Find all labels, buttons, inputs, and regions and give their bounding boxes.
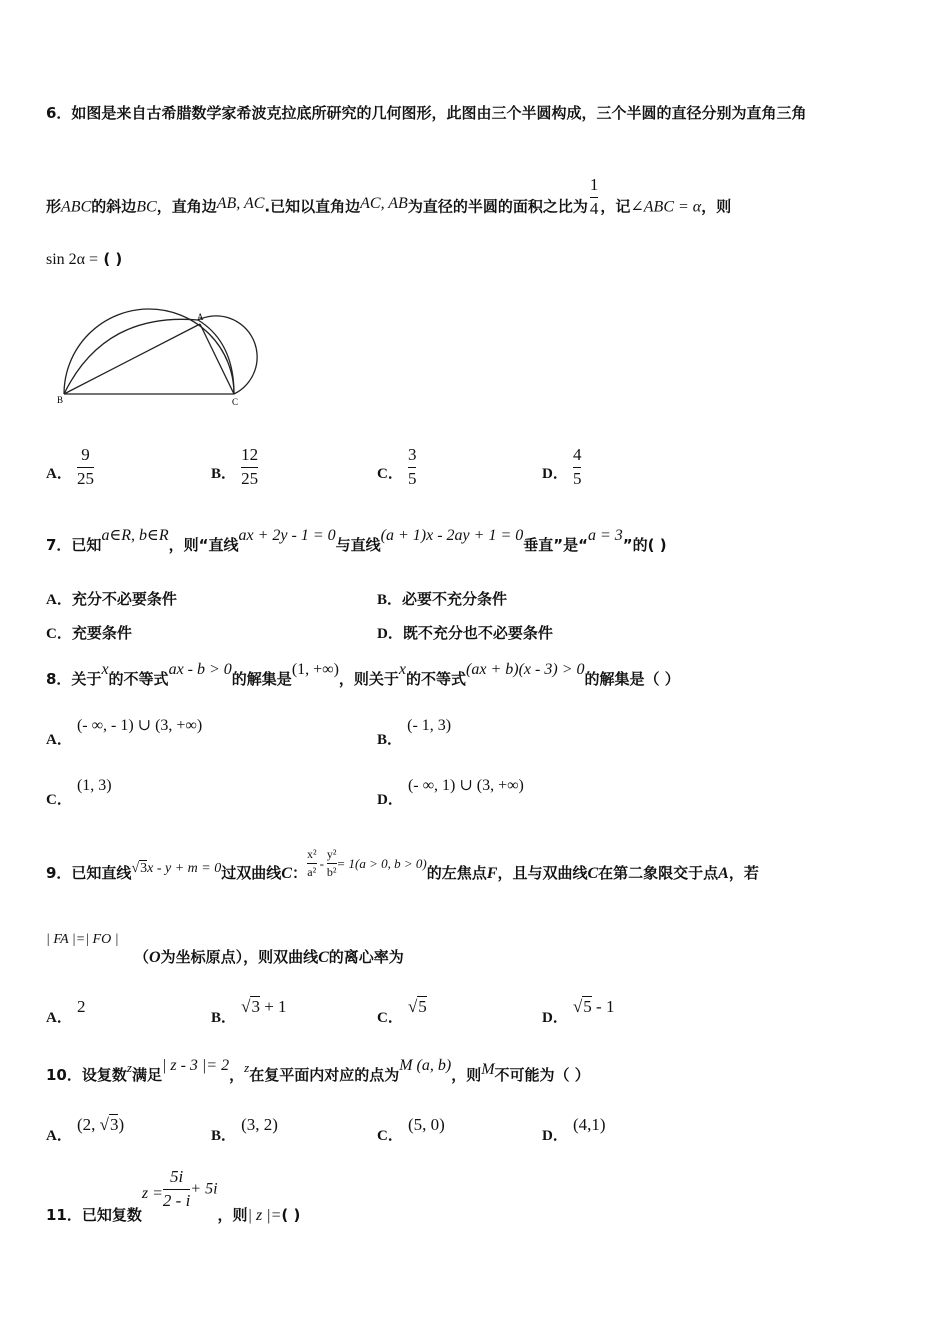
- semicircle-ab: [64, 319, 234, 394]
- q8-option-b[interactable]: B． (- 1, 3): [377, 717, 452, 748]
- q9-option-d[interactable]: D． √5 - 1: [542, 997, 615, 1026]
- q9-option-a[interactable]: A． 2: [46, 997, 86, 1026]
- q6-options: [46, 446, 906, 496]
- q11-stem: 11．已知复数z = $\frac{5i}{2 - i}$ + 5i，则| z |=( ): [46, 1167, 301, 1224]
- q8-option-d[interactable]: D． (- ∞, 1) ∪ (3, +∞): [377, 777, 524, 808]
- q8-option-a[interactable]: A． (- ∞, - 1) ∪ (3, +∞): [46, 717, 203, 748]
- q8-stem: 8．关于x的不等式ax - b > 0的解集是(1, +∞)，则关于x的不等式(ax + b)(x - 3) > 0的解集是（ ）: [46, 661, 680, 688]
- q7-option-d[interactable]: D．既不充分也不必要条件: [377, 624, 553, 642]
- q9-stem: 9．已知直线√3x - y + m = 0过双曲线C： $\frac{\text{x²}}{\text{a²}}$ - $\frac{\text{y²}}{\text{b²}}$ = 1(a > 0, b > 0)的左焦点F，且与双曲线C在第二象限交于点A，若: [46, 847, 759, 883]
- q9-option-c[interactable]: C． √5: [377, 997, 427, 1026]
- q8-option-c[interactable]: C． (1, 3): [46, 777, 112, 808]
- q9-condition: | FA |=| FO |: [46, 932, 119, 947]
- q6-option-c[interactable]: C． $\frac{3}{5}$: [377, 445, 417, 488]
- q6-option-d[interactable]: D． $\frac{4}{5}$: [542, 445, 582, 488]
- label-c: C: [232, 397, 239, 407]
- q10-stem: 10．设复数z满足| z - 3 |= 2，z在复平面内对应的点为M (a, b)，则M不可能为（ ）: [46, 1057, 590, 1084]
- label-a: A: [197, 312, 204, 322]
- segment-ab: [64, 324, 200, 394]
- q10-option-d[interactable]: D． (4,1): [542, 1115, 606, 1144]
- q6-line3: sin 2α = ( ): [46, 250, 123, 268]
- q6-option-a[interactable]: A． $\frac{9}{25}$: [46, 445, 94, 488]
- label-b: B: [57, 395, 64, 405]
- q7-stem: 7．已知a∈R, b∈R，则“直线ax + 2y - 1 = 0与直线(a + 1)x - 2ay + 1 = 0垂直”是“a = 3”的( ): [46, 527, 667, 554]
- ratio-fraction: $\frac{1}{4}$: [589, 175, 599, 218]
- semicircles-figure: [48, 282, 268, 412]
- q6-line1: 6．如图是来自古希腊数学家希波克拉底所研究的几何图形，此图由三个半圆构成，三个半圆的直径分别为直角三角: [46, 104, 807, 122]
- q6-line2: 形ABC的斜边BC，直角边AB, AC.已知以直角边AC, AB为直径的半圆的面积之比为 $\frac{1}{4}$ ，记∠ABC = α，则: [46, 175, 732, 218]
- q9-option-b[interactable]: B． √3 + 1: [211, 997, 287, 1026]
- q7-option-a[interactable]: A．充分不必要条件: [46, 590, 177, 608]
- q10-option-b[interactable]: B． (3, 2): [211, 1115, 278, 1144]
- q9-line2: （O为坐标原点），则双曲线C的离心率为: [134, 948, 404, 966]
- q7-option-b[interactable]: B．必要不充分条件: [377, 590, 508, 608]
- q6-option-b[interactable]: B． $\frac{12}{25}$: [211, 445, 259, 488]
- q10-option-c[interactable]: C． (5, 0): [377, 1115, 445, 1144]
- q10-option-a[interactable]: A． (2, √3): [46, 1115, 125, 1144]
- q7-option-c[interactable]: C．充要条件: [46, 624, 132, 642]
